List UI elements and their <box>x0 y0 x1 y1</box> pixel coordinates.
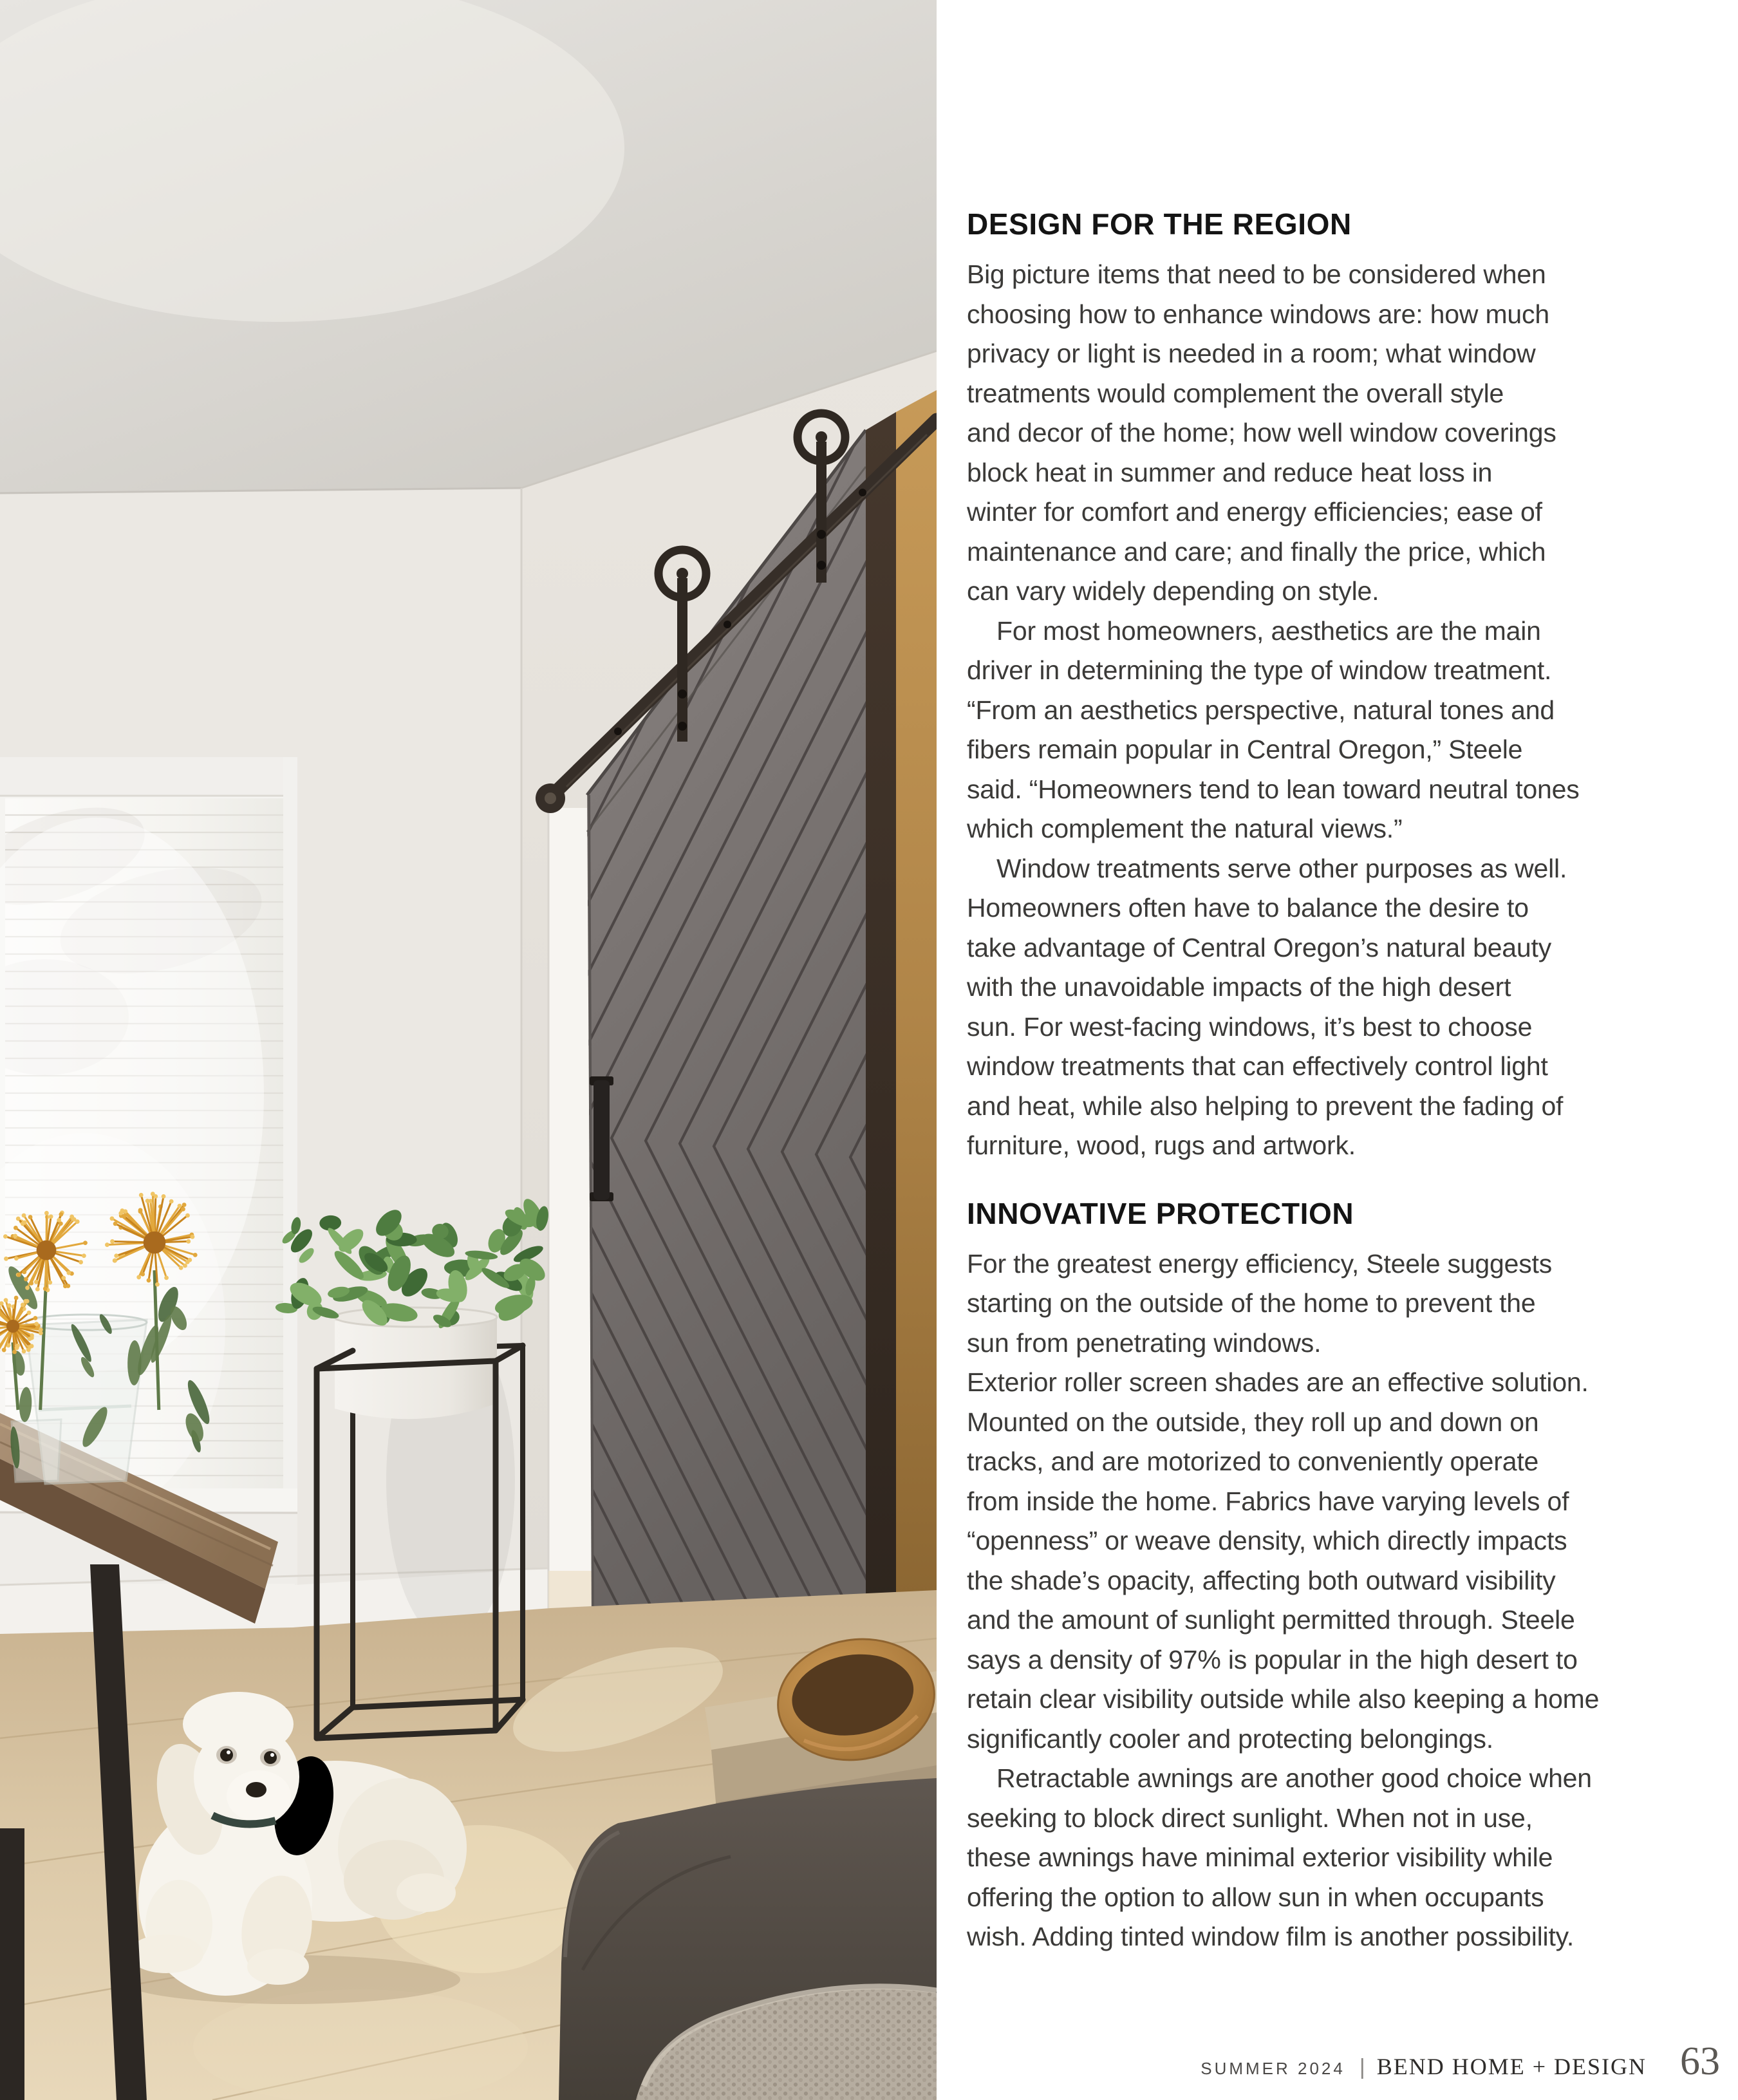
flower-spike-tip <box>17 1273 21 1277</box>
flower-spike-tip <box>14 1296 19 1300</box>
hanger-hub <box>816 431 827 443</box>
doorway <box>548 808 593 1614</box>
flower-spike-tip <box>114 1253 118 1258</box>
flower-spike-tip <box>3 1234 8 1239</box>
body-line: and decor of the home; how well window coverings <box>967 418 1556 447</box>
flower-spike-tip <box>14 1256 19 1261</box>
flower-spike-tip <box>136 1275 141 1280</box>
flower-spike-tip <box>110 1216 115 1221</box>
dog-nose <box>246 1782 266 1797</box>
dog-topknot <box>183 1692 294 1756</box>
page-footer <box>1201 2039 1720 2085</box>
flower-spike-tip <box>83 1241 88 1245</box>
body-line: says a density of 97% is popular in the high desert to <box>967 1644 1578 1674</box>
body-line: Homeowners often have to balance the desire to <box>967 893 1529 923</box>
section-body-1 <box>967 255 1707 1166</box>
body-line: block heat in summer and reduce heat loss in <box>967 457 1493 487</box>
body-line: window treatments that can effectively control light <box>967 1051 1548 1081</box>
flower-spike-tip <box>13 1233 17 1238</box>
flower-spike-tip <box>70 1214 74 1219</box>
body-line: Exterior roller screen shades are an effective solution. <box>967 1367 1589 1397</box>
body-line: For most homeowners, aesthetics are the main <box>996 615 1541 646</box>
window-trim-right <box>283 757 297 1510</box>
flower-spike-tip <box>35 1287 40 1291</box>
body-line: privacy or light is needed in a room; what window <box>967 339 1536 368</box>
footer-separator: | <box>1359 2055 1365 2079</box>
article-section-1 <box>967 206 1707 1166</box>
espresso-trim <box>866 412 896 1622</box>
flower-spike-tip <box>169 1199 174 1204</box>
strap-bolt <box>817 561 826 570</box>
flower-spike-tip <box>139 1193 144 1197</box>
rail-bolt <box>859 489 866 496</box>
body-line: winter for comfort and energy efficiencies; ease of <box>967 497 1542 527</box>
sofa <box>559 1778 937 2100</box>
flower-spike-tip <box>164 1275 169 1280</box>
flower-spike-tip <box>179 1266 183 1270</box>
flower-spike-tip <box>113 1259 117 1263</box>
flower-spike-tip <box>12 1350 17 1355</box>
flower-spike-tip <box>2 1348 6 1353</box>
body-line: treatments would complement the overall style <box>967 378 1504 408</box>
body-line: from inside the home. Fabrics have varying levels of <box>967 1486 1569 1516</box>
flower-spike-tip <box>61 1276 66 1280</box>
body-line: “From an aesthetics perspective, natural tones and <box>967 695 1555 725</box>
flower-spike-tip <box>178 1204 182 1208</box>
flower-spike-tip <box>43 1286 48 1291</box>
flower-spike-tip <box>185 1214 190 1218</box>
flower-spike-tip <box>7 1304 12 1308</box>
strap-bolt <box>817 530 826 539</box>
doorway-opening <box>548 808 593 1614</box>
flower-spike-tip <box>39 1327 43 1332</box>
flower-spike-tip <box>48 1280 52 1285</box>
rail-end-cap-hub <box>545 792 556 804</box>
flower-spike-tip <box>22 1214 26 1218</box>
flower-spike-tip <box>67 1271 71 1275</box>
flower-spike-tip <box>4 1298 8 1302</box>
flower-center <box>144 1232 166 1254</box>
body-line: For the greatest energy efficiency, Steele suggests <box>967 1248 1553 1279</box>
flower-spike-tip <box>162 1194 166 1199</box>
body-line: which complement the natural views.” <box>967 814 1403 843</box>
flower-spike-tip <box>44 1211 49 1215</box>
body-line: and heat, while also helping to prevent the fading of <box>967 1091 1564 1121</box>
body-line: choosing how to enhance windows are: how much <box>967 299 1549 329</box>
dog-eye-glint <box>227 1750 230 1754</box>
body-line: sun from penetrating windows. <box>967 1327 1322 1358</box>
body-line: can vary widely depending on style. <box>967 576 1379 606</box>
flower-spike-tip <box>82 1253 86 1258</box>
flower-spike-tip <box>21 1302 25 1307</box>
body-line: “openness” or weave density, which directly impacts <box>967 1526 1567 1555</box>
section-heading-2: INNOVATIVE PROTECTION <box>967 1196 1354 1230</box>
flower-spike-tip <box>21 1221 25 1226</box>
body-line: sun. For west-facing windows, it’s best to choose <box>967 1011 1533 1042</box>
flower-spike-tip <box>187 1258 192 1262</box>
dog-eye-glint <box>270 1753 274 1757</box>
strap-bolt <box>678 689 687 698</box>
dog-front-paw-left <box>129 1935 203 1973</box>
flower-spike-tip <box>14 1226 18 1230</box>
flower-spike-tip <box>105 1242 109 1247</box>
body-line: starting on the outside of the home to prevent the <box>967 1288 1536 1318</box>
body-line: tracks, and are motorized to conveniently operate <box>967 1447 1539 1476</box>
rail-bolt <box>724 621 731 628</box>
flower-spike-tip <box>191 1235 195 1239</box>
body-line: fibers remain popular in Central Oregon,” Steele <box>967 735 1523 764</box>
flower-spike-tip <box>33 1316 37 1320</box>
flower-spike-tip <box>113 1221 118 1226</box>
flower-spike-tip <box>79 1260 83 1264</box>
flower-spike-tip <box>122 1214 127 1218</box>
body-line: Big picture items that need to be considered when <box>967 259 1546 289</box>
page-number: 63 <box>1680 2039 1720 2083</box>
flower-spike-tip <box>22 1349 26 1354</box>
flower-spike-tip <box>66 1284 70 1288</box>
body-line: furniture, wood, rugs and artwork. <box>967 1130 1356 1160</box>
body-line: offering the option to allow sun in when occupants <box>967 1882 1544 1912</box>
flower-spike-tip <box>147 1278 151 1282</box>
body-paragraph <box>967 1759 1707 1957</box>
body-paragraph <box>967 1403 1707 1759</box>
flower-spike-tip <box>27 1311 32 1315</box>
flower-spike-tip <box>186 1239 191 1244</box>
dog-hind-paw <box>397 1873 456 1912</box>
door-handle <box>593 1080 610 1200</box>
body-paragraph <box>967 612 1707 849</box>
section-heading-1: DESIGN FOR THE REGION <box>967 207 1352 241</box>
flower-spike-tip <box>181 1207 185 1212</box>
flower-spike-tip <box>118 1211 123 1215</box>
body-paragraph <box>967 849 1707 1166</box>
body-line: Window treatments serve other purposes as well. <box>996 853 1567 883</box>
article-column <box>967 206 1707 1957</box>
flower-spike-tip <box>183 1264 187 1268</box>
body-line: the shade’s opacity, affecting both outward visibility <box>967 1565 1556 1595</box>
flower-spike-tip <box>24 1277 28 1282</box>
flower-spike-tip <box>30 1344 34 1349</box>
flower-center <box>37 1241 57 1261</box>
flower-spike-tip <box>110 1239 115 1244</box>
flower-spike-tip <box>151 1192 155 1196</box>
flower-spike-tip <box>123 1209 127 1214</box>
dog-eye-right <box>264 1751 277 1764</box>
body-line: retain clear visibility outside while also keeping a home <box>967 1684 1600 1714</box>
tan-wood-trim <box>896 390 937 1631</box>
rail-bolt <box>614 727 622 735</box>
flower-spike-tip <box>16 1217 21 1221</box>
flower-spike-tip <box>49 1214 53 1219</box>
dog-eye-left <box>220 1748 233 1761</box>
body-line: Retractable awnings are another good choice when <box>996 1763 1592 1793</box>
body-paragraph <box>967 255 1707 612</box>
body-line: these awnings have minimal exterior visibility while <box>967 1842 1553 1872</box>
flower-center <box>6 1320 19 1333</box>
body-line: take advantage of Central Oregon’s natural beauty <box>967 932 1551 962</box>
flower-spike-tip <box>25 1286 30 1290</box>
flower-spike-tip <box>59 1212 63 1217</box>
flower-spike-tip <box>182 1203 187 1207</box>
body-line: and the amount of sunlight permitted through. Steele <box>967 1605 1575 1635</box>
flower-spike-tip <box>34 1322 39 1326</box>
article-section-2 <box>967 1195 1707 1957</box>
footer-issue: SUMMER 2024 <box>1201 2059 1345 2078</box>
flower-spike-tip <box>4 1257 8 1261</box>
footer-magazine-title: BEND HOME + DESIGN <box>1376 2054 1647 2079</box>
body-line: seeking to block direct sunlight. When not in use, <box>967 1803 1533 1833</box>
flower-spike-tip <box>34 1280 39 1284</box>
flower-spike-tip <box>57 1218 61 1223</box>
flower-spike-tip <box>22 1270 26 1274</box>
table-leg-far <box>0 1828 24 2100</box>
flower-spike-tip <box>28 1215 33 1219</box>
body-line: Mounted on the outside, they roll up and down on <box>967 1407 1539 1437</box>
body-line: maintenance and care; and finally the price, which <box>967 536 1546 567</box>
body-line: said. “Homeowners tend to lean toward neutral tones <box>967 774 1580 804</box>
body-paragraph <box>967 1244 1707 1403</box>
body-line: significantly cooler and protecting belongings. <box>967 1723 1493 1754</box>
flower-spike <box>45 1257 46 1289</box>
flower-spike-tip <box>15 1344 20 1348</box>
shade-header <box>0 757 297 794</box>
flower-spike-tip <box>28 1336 32 1341</box>
strap-bolt <box>678 722 687 731</box>
hanger-hub <box>677 568 688 579</box>
flower-spike-tip <box>138 1209 143 1214</box>
flower-spike-tip <box>193 1253 198 1257</box>
section-body-2 <box>967 1244 1707 1957</box>
body-line: wish. Adding tinted window film is another possibility. <box>967 1922 1574 1951</box>
dog-front-paw-right <box>247 1949 309 1985</box>
flower-spike <box>112 1241 147 1242</box>
flower-spike-tip <box>23 1299 28 1304</box>
flower-spike-tip <box>155 1282 160 1287</box>
flower-spike-tip <box>26 1347 31 1352</box>
body-line: with the unavoidable impacts of the high desert <box>967 972 1511 1002</box>
body-line: driver in determining the type of window treatment. <box>967 655 1552 685</box>
